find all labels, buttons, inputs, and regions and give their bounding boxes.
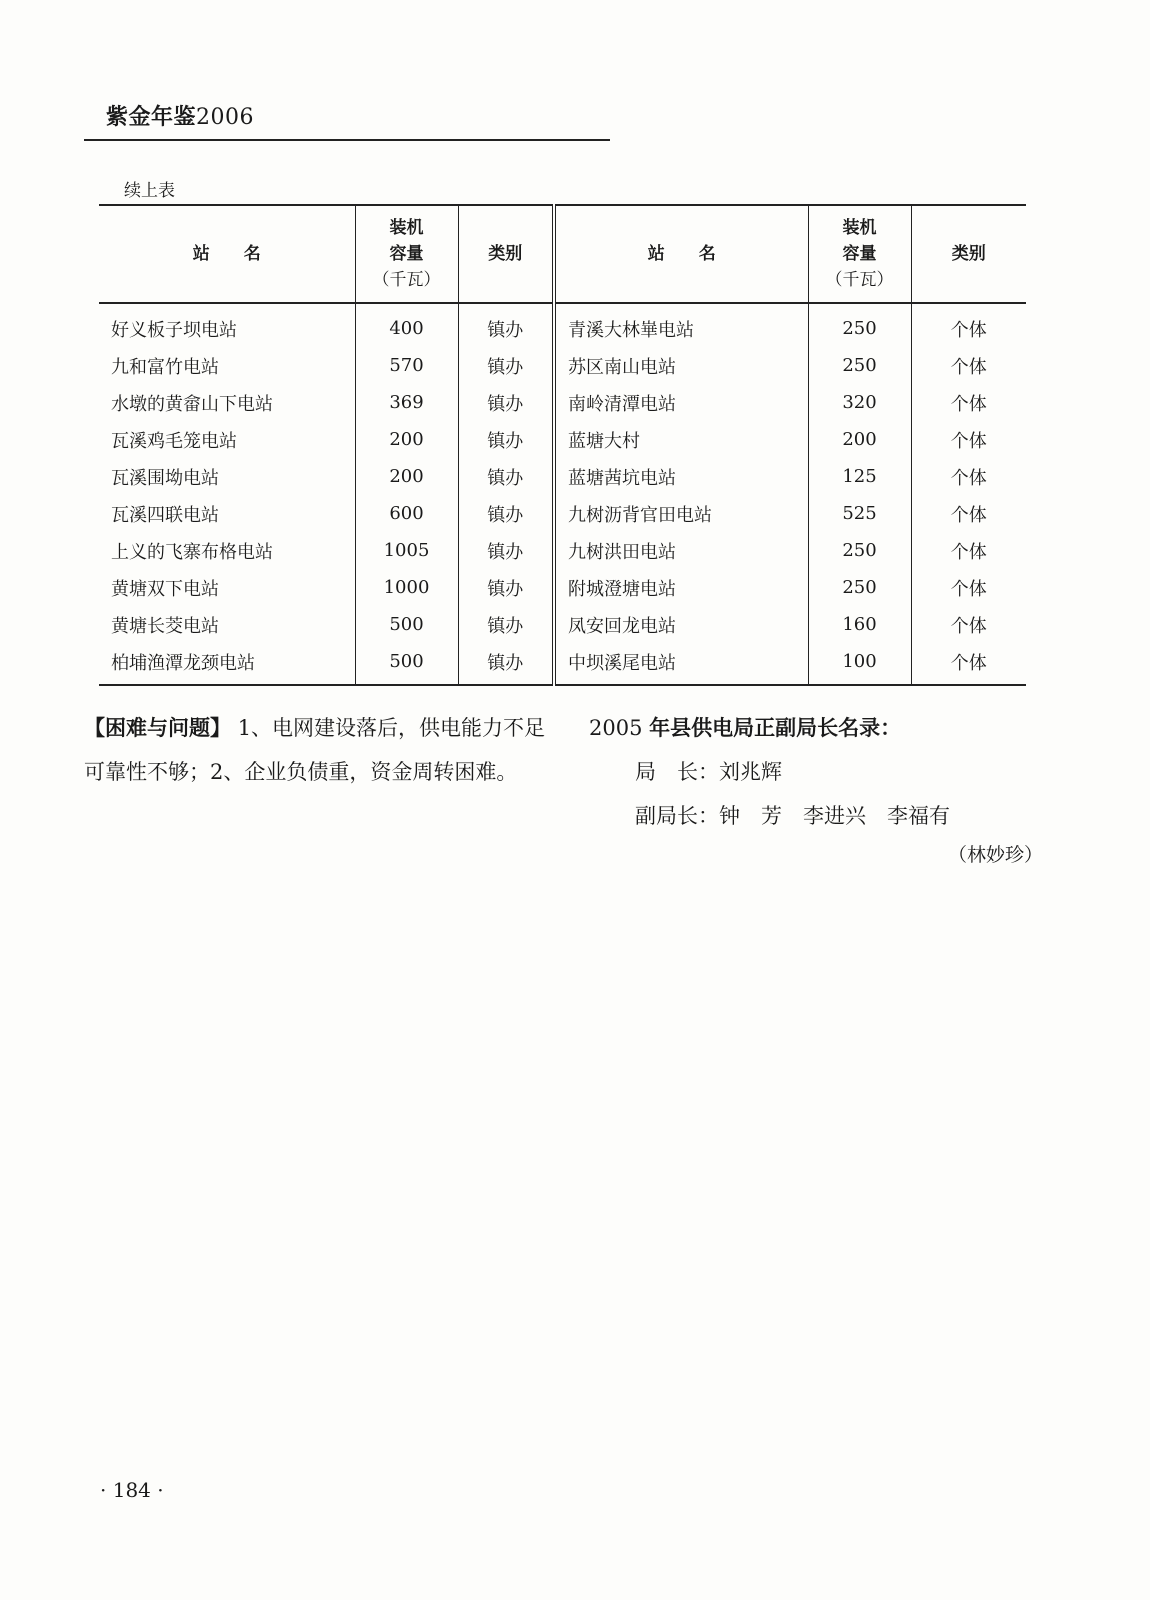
table-row: [99, 643, 1026, 685]
station-name: 瓦溪鸡毛笼电站: [99, 421, 355, 458]
deputy-label: 副局长：: [635, 804, 719, 828]
station-name: 苏区南山电站: [554, 347, 808, 384]
header-capacity-line2: 容量: [389, 244, 424, 264]
table-header-row: [99, 205, 1026, 303]
station-type: 个体: [950, 356, 987, 378]
problems-paragraph: [84, 706, 554, 794]
station-name: 水墩的黄畲山下电站: [99, 384, 355, 421]
station-capacity: 525: [808, 495, 911, 532]
table-row: [99, 458, 1026, 495]
header-capacity-line1: 装机: [842, 218, 877, 238]
station-name: 青溪大林崋电站: [554, 303, 808, 347]
station-capacity: 125: [808, 458, 911, 495]
problems-tag: 【困难与问题】: [84, 716, 231, 740]
table-row: [99, 495, 1026, 532]
station-capacity: 250: [808, 347, 911, 384]
table-row: [99, 303, 1026, 347]
table-row: [99, 606, 1026, 643]
station-type: 个体: [950, 467, 987, 489]
header-capacity-line1: 装机: [389, 218, 424, 238]
book-year: 2006: [196, 105, 255, 130]
station-name: 上义的飞寨布格电站: [99, 532, 355, 569]
table-row: [99, 347, 1026, 384]
station-capacity: 160: [808, 606, 911, 643]
header-station-name: 站 名: [99, 205, 355, 303]
station-type: 镇办: [458, 532, 554, 569]
station-type: 个体: [950, 393, 987, 415]
station-type: 镇办: [458, 606, 554, 643]
station-capacity: 200: [808, 421, 911, 458]
roster-director-row: [589, 750, 1049, 794]
station-capacity: 600: [355, 495, 458, 532]
station-type: 镇办: [458, 421, 554, 458]
station-name: 好义板子坝电站: [99, 303, 355, 347]
station-capacity: 570: [355, 347, 458, 384]
station-type: 镇办: [458, 458, 554, 495]
station-capacity: 250: [808, 569, 911, 606]
station-capacity: 369: [355, 384, 458, 421]
station-capacity: 400: [355, 303, 458, 347]
header-capacity-unit: （千瓦）: [372, 270, 441, 290]
director-name: 刘兆辉: [719, 760, 782, 784]
header-rule: [84, 139, 610, 141]
station-type: 镇办: [458, 347, 554, 384]
station-capacity: 320: [808, 384, 911, 421]
station-name: 蓝塘大村: [554, 421, 808, 458]
station-name: 九树洪田电站: [554, 532, 808, 569]
station-name: 黄塘双下电站: [99, 569, 355, 606]
roster-deputy-row: [589, 794, 1049, 838]
table-caption: 续上表: [124, 181, 175, 201]
station-type: 个体: [950, 541, 987, 563]
station-name: 瓦溪围坳电站: [99, 458, 355, 495]
table-row: [99, 421, 1026, 458]
station-name: 凤安回龙电站: [554, 606, 808, 643]
deputy-names: 钟 芳 李进兴 李福有: [719, 804, 950, 828]
station-type: 个体: [950, 430, 987, 452]
header-capacity: [355, 205, 458, 303]
page-number: · 184 ·: [100, 1478, 164, 1502]
station-type: 镇办: [458, 643, 554, 685]
station-type: 个体: [950, 652, 987, 674]
station-name: 黄塘长茭电站: [99, 606, 355, 643]
station-type: 个体: [950, 578, 987, 600]
header-capacity-unit: （千瓦）: [825, 270, 894, 290]
station-type: 镇办: [458, 495, 554, 532]
station-name: 九和富竹电站: [99, 347, 355, 384]
station-name: 中坝溪尾电站: [554, 643, 808, 685]
station-capacity: 500: [355, 643, 458, 685]
problems-text: 1、电网建设落后，供电能力不足可靠性不够；2、企业负债重，资金周转困难。: [84, 716, 546, 784]
station-name: 九树沥背官田电站: [554, 495, 808, 532]
station-capacity: 500: [355, 606, 458, 643]
director-label: 局 长：: [635, 760, 719, 784]
station-name: 柏埔渔潭龙颈电站: [99, 643, 355, 685]
author-credit: （林妙珍）: [948, 844, 1044, 866]
header-station-name-right: 站 名: [554, 205, 808, 303]
station-name: 南岭清潭电站: [554, 384, 808, 421]
station-capacity: 250: [808, 532, 911, 569]
station-type: 镇办: [458, 384, 554, 421]
header-type: 类别: [458, 205, 554, 303]
station-name: 蓝塘茜坑电站: [554, 458, 808, 495]
header-capacity-right: [808, 205, 911, 303]
station-capacity: 200: [355, 421, 458, 458]
station-type: 个体: [950, 504, 987, 526]
table-row: [99, 532, 1026, 569]
station-capacity: 250: [808, 303, 911, 347]
stations-table: [99, 204, 1026, 686]
station-capacity: 200: [355, 458, 458, 495]
station-type: 镇办: [458, 569, 554, 606]
roster-year: 2005: [589, 716, 643, 740]
roster-title: 年县供电局正副局长名录：: [649, 716, 902, 740]
station-type: 个体: [950, 319, 987, 341]
station-capacity: 100: [808, 643, 911, 685]
header-capacity-line2: 容量: [842, 244, 877, 264]
roster-heading: [589, 706, 1049, 750]
station-name: 附城澄塘电站: [554, 569, 808, 606]
running-head: [106, 100, 254, 131]
station-type: 个体: [950, 615, 987, 637]
station-capacity: 1000: [355, 569, 458, 606]
table-row: [99, 384, 1026, 421]
station-capacity: 1005: [355, 532, 458, 569]
table-row: [99, 569, 1026, 606]
header-type-right: 类别: [951, 244, 986, 264]
station-type: 镇办: [458, 303, 554, 347]
director-roster: [589, 706, 1049, 838]
station-name: 瓦溪四联电站: [99, 495, 355, 532]
book-title: 紫金年鉴: [106, 105, 197, 130]
